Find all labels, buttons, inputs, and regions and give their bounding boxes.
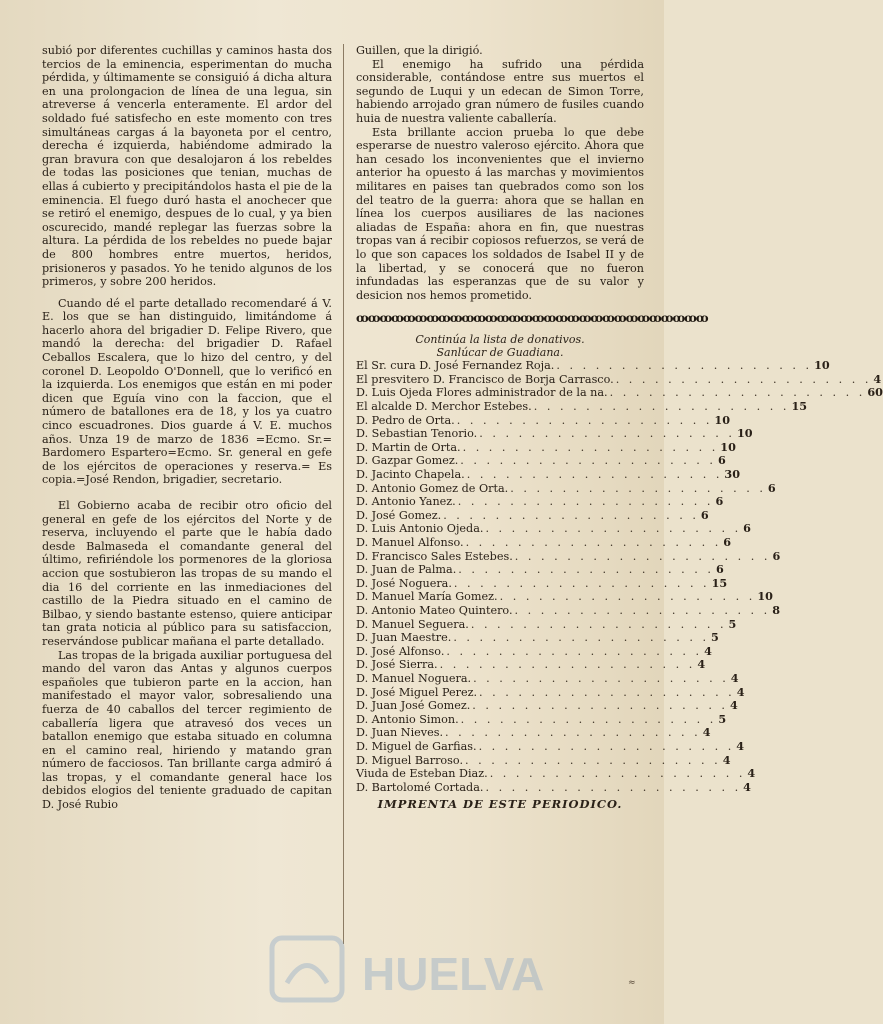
donor-name: El alcalde D. Merchor Estebes. xyxy=(356,400,532,414)
leader-dots: . . . . . . . . . . . . . . . . . . . . xyxy=(465,536,722,549)
donation-amount: 6 xyxy=(772,548,781,563)
leader-dots: . . . . . . . . . . . . . . . . . . . . xyxy=(456,413,713,427)
donor-name: D. Juan de Palma. xyxy=(356,563,457,577)
leader-dots: . . . . . . . . . . . . . . . . . . . . xyxy=(470,617,727,631)
donation-amount: 4 xyxy=(747,766,756,781)
leader-dots: . . . . . . . . . . . . . . . . . . . . xyxy=(609,386,866,400)
donation-amount: 6 xyxy=(743,521,751,536)
leader-dots: . . . . . . . . . . . . . . . . . . . . xyxy=(458,563,714,577)
donor-name: D. Antonio Mateo Quintero. xyxy=(356,603,513,617)
donation-row xyxy=(356,670,739,686)
donation-amount: 10 xyxy=(814,358,830,373)
donation-amount: 6 xyxy=(767,480,776,495)
donation-row xyxy=(356,535,732,550)
donation-row xyxy=(356,385,883,400)
donor-name: D. Juan Nieves. xyxy=(356,726,444,740)
donor-name: D. José Miguel Perez. xyxy=(356,685,478,699)
donation-amount: 6 xyxy=(715,562,724,577)
donor-name: D. Francisco Sales Estebes. xyxy=(356,549,513,563)
paragraph-left-1: subió por diferentes cuchillas y caminos hasta dos tercios de la eminencia, esperimentan do mucha pérdida, y últimamente se consiguió á dicha altura en una prolongacion de línea de una legua, sin atreverse á vencerla enteramente. El ardor del soldado fué satisfecho en este momento con tres simultáneas cargas á la bayoneta por el centro, derecha é izquierda, habiéndome admirado la gran bravura con que desalojaron á los rebeldes de todas las posiciones que tenian, muchas de ellas á cubierto y precipitándolos hasta el pie de la eminencia. El fuego duró hasta el anochecer que se retiró el enemigo, despues de lo cual, y ya bien oscurecido, mandé replegar las fuerzas sobre la altura. La pérdida de los rebeldes no puede bajar de 800 hombres entre muertos, heridos, prisioneros y pasados. Yo he tenido algunos de los primeros, y sobre 200 heridos. xyxy=(42,44,332,289)
donation-amount: 10 xyxy=(757,589,773,604)
leader-dots: . . . . . . . . . . . . . . . . . . . . xyxy=(499,590,756,604)
donation-row xyxy=(356,684,745,700)
donation-amount: 4 xyxy=(697,657,706,672)
leader-dots: . . . . . . . . . . . . . . . . . . . . xyxy=(514,603,771,617)
donation-amount: 4 xyxy=(722,752,731,767)
leader-dots: . . . . . . . . . . . . . . . . . . . . xyxy=(445,726,701,740)
donation-row xyxy=(356,575,728,591)
donor-name: D. Juan José Gomez. xyxy=(356,699,471,713)
donation-row xyxy=(356,453,726,468)
donor-name: D. Manuel Alfonso. xyxy=(356,536,464,549)
right-column xyxy=(356,44,883,812)
leader-dots: . . . . . . . . . . . . . . . . . . . . xyxy=(465,753,721,767)
donor-name: D. Gazpar Gomez. xyxy=(356,454,459,468)
donation-row xyxy=(356,766,756,781)
donation-row xyxy=(356,439,736,455)
paragraph-left-2: Cuando dé el parte detallado recomendaré á V. E. los que se han distinguido, limitándome á hacerlo ahora del brigadier D. Felipe Rivero, que mandó la derecha: del brigadier D. Rafael Ceballos Escalera, que lo hizo del centro, y del coronel D. Leopoldo O'Donnell, que lo verificó en la izquierda. Los enemigos que están en mi poder dicen que Eguía vino con la faccion, que el número de batallones era de 18, y los ya cuatro cinco escuadrones. Dios guarde á V. E. muchos años. Unza 19 de marzo de 1836 =Ecmo. Sr.= Bardomero Espartero=Ecmo. Sr. general en gefe de los ejércitos de operaciones y reserva.= Es copia.=José Rendon, brigadier, secretario. xyxy=(42,296,332,487)
donor-name: El Sr. cura D. José Fernandez Roja. xyxy=(356,359,555,373)
donation-amount: 4 xyxy=(743,779,751,794)
donor-name: D. Bartolomé Cortada. xyxy=(356,780,484,794)
donor-name: D. Luis Ojeda Flores administrador de la na. xyxy=(356,386,608,400)
leader-dots: . . . . . . . . . . . . . . . . . . . . xyxy=(453,631,710,645)
donor-name: D. Miguel Barroso. xyxy=(356,753,463,767)
leader-dots: . . . . . . . . . . . . . . . . . . . . xyxy=(479,427,735,441)
donor-name: D. José Noguera. xyxy=(356,576,452,590)
donation-amount: 6 xyxy=(715,494,724,509)
leader-dots: . . . . . . . . . . . . . . . . . . . . xyxy=(479,685,735,699)
watermark-text: HUELVA xyxy=(362,948,545,1000)
donation-row xyxy=(356,616,737,632)
donation-row xyxy=(356,548,781,564)
donation-amount: 10 xyxy=(720,439,736,454)
donor-name: D. José Sierra. xyxy=(356,658,438,672)
donor-name: D. Antonio Yanez. xyxy=(356,495,456,509)
leader-dots: . . . . . . . . . . . . . . . . . . . . xyxy=(453,576,710,590)
donation-row xyxy=(356,602,781,618)
list-title: Continúa la lista de donativos. xyxy=(415,333,585,347)
donor-name: D. José Gomez. xyxy=(356,508,442,522)
paragraph-right-3: Esta brillante accion prueba lo que debe esperarse de nuestro valeroso ejército. Ahora que han cesado los inconvenientes que el invierno anterior ha opuesto á las marchas y movimientos militares en paises tan quebrados como son los del teatro de la guerra: ahora que se hallan en línea los cuerpos ausiliares de las naciones aliadas de España: ahora en fin, que nuestras tropas van á recibir copiosos refuerzos, se verá de lo que son capaces los soldados de Isabel II y de la libertad, y se conocerá que no fueron infundadas las esperanzas que de su valor y desicion nos hemos prometido. xyxy=(356,125,644,302)
donation-row xyxy=(356,643,712,659)
donor-name: D. Antonio Simon. xyxy=(356,712,459,726)
donation-amount: 4 xyxy=(736,738,745,753)
donation-amount: 4 xyxy=(730,698,738,713)
page-mark: ≈ xyxy=(628,978,636,988)
paragraph-right-1: Guillen, que la dirigió. xyxy=(356,44,483,57)
donation-amount: 15 xyxy=(711,575,728,590)
donation-row xyxy=(356,371,882,387)
donation-amount: 5 xyxy=(728,616,737,631)
donor-name: D. Manuel María Gomez. xyxy=(356,590,498,604)
donation-row xyxy=(356,698,738,713)
leader-dots: . . . . . . . . . . . . . . . . . . . . xyxy=(615,372,872,386)
paragraph-right-2: El enemigo ha sufrido una pérdida considerable, contándose entre sus muertos el segundo de Luqui y un edecan de Simon Torre, habiendo arrojado gran número de fusiles cuando huia de nuestra valiente caballería. xyxy=(356,57,644,125)
donation-row xyxy=(356,480,776,496)
leader-dots: . . . . . . . . . . . . . . . . . . . . xyxy=(510,481,766,495)
leader-dots: . . . . . . . . . . . . . . . . . . . . xyxy=(556,359,813,373)
donation-amount: 10 xyxy=(736,426,753,441)
donation-row xyxy=(356,589,773,604)
donation-amount: 5 xyxy=(718,711,727,726)
donation-amount: 6 xyxy=(700,507,709,522)
ornamental-separator: ꝏꝏꝏꝏꝏꝏꝏꝏꝏꝏꝏꝏꝏꝏꝏꝏꝏꝏꝏꝏꝏꝏꝏꝏꝏꝏꝏꝏꝏꝏ xyxy=(356,311,708,326)
donor-name: D. Manuel Seguera. xyxy=(356,617,469,631)
donation-amount: 60 xyxy=(867,385,883,400)
leader-dots: . . . . . . . . . . . . . . . . . . . . xyxy=(466,468,723,482)
donation-row xyxy=(356,752,731,768)
leader-dots: . . . . . . . . . . . . . . . . . . . . xyxy=(439,658,696,672)
donation-row xyxy=(356,738,745,754)
donor-name: D. Jacinto Chapela. xyxy=(356,468,465,482)
donation-row xyxy=(356,467,740,482)
donation-amount: 30 xyxy=(724,467,740,482)
leader-dots: . . . . . . . . . . . . . . . . . . . . xyxy=(533,400,790,414)
donation-amount: 10 xyxy=(714,412,730,427)
leader-dots: . . . . . . . . . . . . . . . . . . . . xyxy=(473,671,729,685)
column-divider xyxy=(343,44,344,944)
donor-name: El presvitero D. Francisco de Borja Carrasco. xyxy=(356,372,614,386)
leader-dots: . . . . . . . . . . . . . . . . . . . . xyxy=(472,699,728,713)
leader-dots: . . . . . . . . . . . . . . . . . . . . xyxy=(489,767,746,781)
donation-amount: 4 xyxy=(736,684,745,699)
donor-name: D. Antonio Gomez de Orta. xyxy=(356,481,509,495)
donor-name: D. Pedro de Orta. xyxy=(356,413,455,427)
leader-dots: . . . . . . . . . . . . . . . . . . . . xyxy=(478,739,735,753)
donation-amount: 4 xyxy=(873,371,882,386)
donation-row xyxy=(356,711,727,727)
donation-amount: 6 xyxy=(723,535,732,549)
donation-row xyxy=(356,562,724,577)
list-subtitle: Sanlúcar de Guadiana. xyxy=(436,346,564,360)
leader-dots: . . . . . . . . . . . . . . . . . . . . xyxy=(443,508,699,522)
donation-amount: 4 xyxy=(704,643,712,658)
leader-dots: . . . . . . . . . . . . . . . . . . . . xyxy=(460,712,717,726)
donation-amount: 15 xyxy=(791,399,808,414)
donation-amount: 6 xyxy=(717,453,726,468)
leader-dots: . . . . . . . . . . . . . . . . . . . . xyxy=(446,644,703,658)
leader-dots: . . . . . . . . . . . . . . . . . . . . xyxy=(514,549,771,563)
donor-name: D. Miguel de Garfias. xyxy=(356,739,477,753)
paragraph-left-3: El Gobierno acaba de recibir otro oficio del general en gefe de los ejércitos del Norte y de reserva, incluyendo el parte que le había dado desde Balmaseda el comandante general del último, refiriéndole los pormenores de la gloriosa accion que sostubieron las tropas de su mando el dia 16 del corriente en las inmediaciones del castillo de la Piedra situado en el camino de Bilbao, y siendo bastante estenso, quiere anticipar tan grata noticia al público para su satisfaccion, reservándose publicar mañana el parte detallado. xyxy=(42,499,332,648)
donation-list xyxy=(356,358,883,794)
donation-row xyxy=(356,779,751,795)
leader-dots: . . . . . . . . . . . . . . . . . . . . xyxy=(457,495,714,509)
left-column xyxy=(42,44,332,812)
donation-amount: 4 xyxy=(702,725,711,740)
donation-amount: 4 xyxy=(730,670,739,685)
donation-row xyxy=(356,426,753,441)
donation-row xyxy=(356,630,719,645)
donor-name: D. Martin de Orta. xyxy=(356,440,461,454)
leader-dots: . . . . . . . . . . . . . . . . . . . . xyxy=(485,780,742,794)
library-stamp-watermark xyxy=(262,928,562,1008)
imprint: IMPRENTA DE ESTE PERIODICO. xyxy=(377,797,623,812)
donor-name: D. Juan Maestre. xyxy=(356,631,452,645)
donor-name: D. José Alfonso. xyxy=(356,644,445,658)
donation-row xyxy=(356,412,730,428)
donation-row xyxy=(356,507,709,523)
donation-row xyxy=(356,725,711,740)
donor-name: D. Manuel Noguera. xyxy=(356,671,472,685)
donor-name: D. Sebastian Tenorio. xyxy=(356,427,478,441)
donation-row xyxy=(356,494,724,509)
leader-dots: . . . . . . . . . . . . . . . . . . . . xyxy=(462,440,719,454)
donor-name: D. Luis Antonio Ojeda. xyxy=(356,522,484,536)
donation-amount: 8 xyxy=(772,602,781,617)
leader-dots: . . . . . . . . . . . . . . . . . . . . xyxy=(460,454,716,468)
leader-dots: . . . . . . . . . . . . . . . . . . . . xyxy=(485,522,742,536)
paragraph-left-4: Las tropas de la brigada auxiliar portuguesa del mando del varon das Antas y algunos cuerpos españoles que tubieron parte en la accion, han manifestado el mayor valor, sobresaliendo una fuerza de 40 caballos del tercer regimiento de caballería ligera que atravesó dos veces un batallon enemigo que estaba situado en columna en el camino real, hiriendo y matando gran número de facciosos. Tan brillante carga admiró á las tropas, y el comandante general hace los debidos elogios del teniente graduado de capitan D. José Rubio xyxy=(42,648,332,812)
donation-row xyxy=(356,358,830,373)
donation-row xyxy=(356,399,808,414)
donation-amount: 5 xyxy=(711,630,719,645)
donation-row xyxy=(356,657,706,672)
donation-row xyxy=(356,521,751,536)
donor-name: Viuda de Esteban Diaz. xyxy=(356,767,488,781)
